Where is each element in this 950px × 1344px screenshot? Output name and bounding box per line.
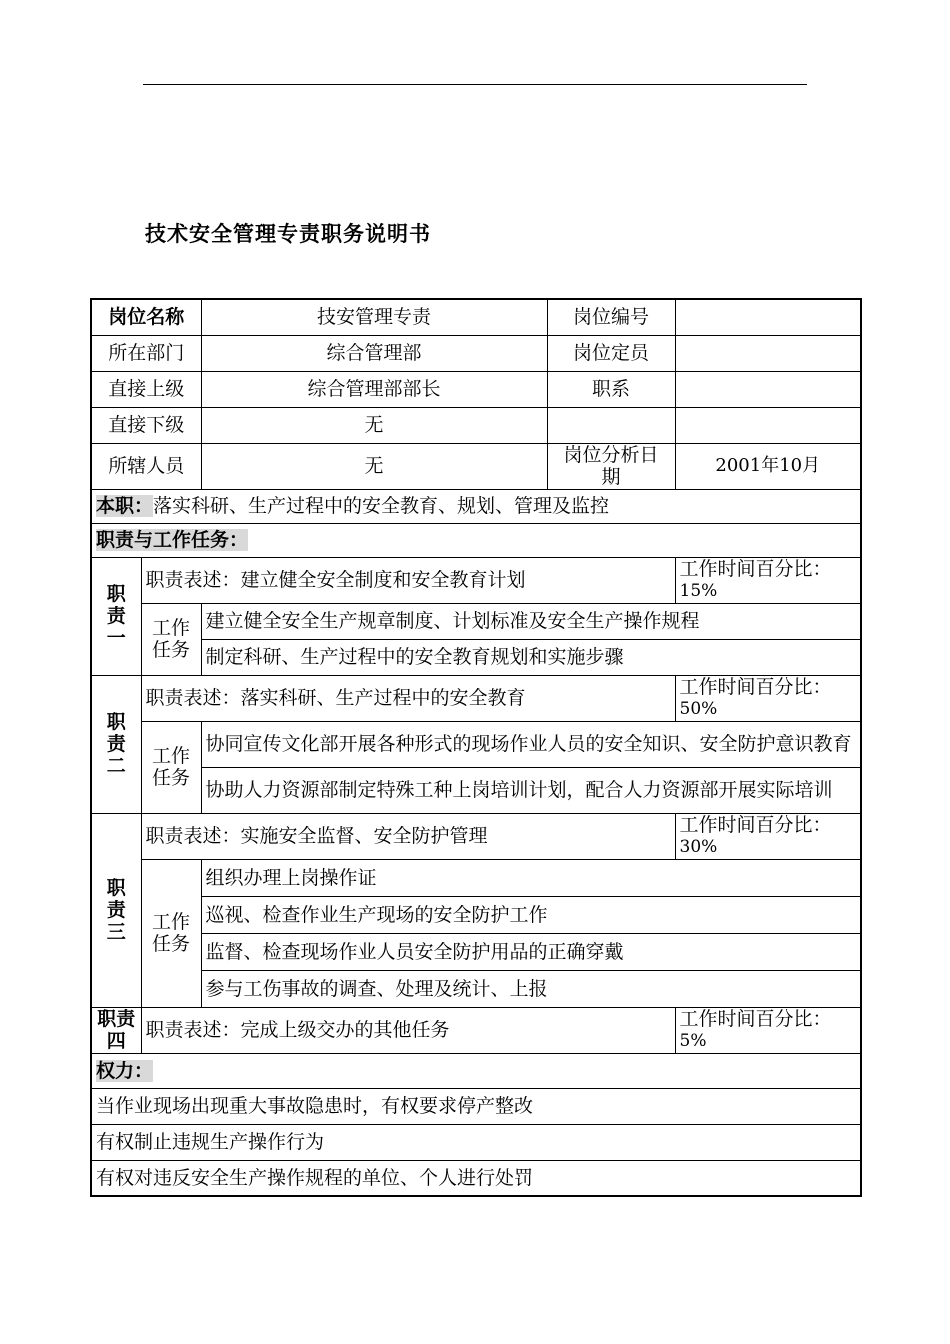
duty-3-task-row [91, 896, 861, 933]
analysis-date-value: 2001年10月 [675, 443, 861, 489]
powers-title: 权力： [96, 1059, 154, 1082]
power-row [91, 1088, 861, 1124]
subordinate-value: 无 [201, 407, 547, 443]
duty-1-task-1: 建立健全安全生产规章制度、计划标准及安全生产操作规程 [201, 603, 861, 639]
power-row [91, 1124, 861, 1160]
core-duty-text: 落实科研、生产过程中的安全教育、规划、管理及监控 [153, 495, 610, 517]
task-label-line: 任务 [152, 933, 191, 955]
task-label-line: 任务 [152, 767, 191, 789]
duty-3-name-char: 责 [106, 899, 126, 921]
duty-2-name [91, 675, 141, 813]
duty-1-pct-label: 工作时间百分比： [679, 558, 832, 580]
duty-1-statement: 职责表述：建立健全安全制度和安全教育计划 [141, 557, 675, 603]
duty-1-name-char: 职 [106, 583, 126, 605]
duty-2-pct-value: 50% [679, 699, 718, 719]
duty-1-task-row [91, 603, 861, 639]
duty-2-task-row [91, 767, 861, 813]
position-name-value: 技安管理专责 [201, 299, 547, 335]
duty-1-name [91, 557, 141, 675]
series-value [675, 371, 861, 407]
duty-2-pct-label: 工作时间百分比： [679, 676, 832, 698]
staff-value: 无 [201, 443, 547, 489]
core-duty-label: 本职： [96, 495, 154, 517]
duty-4-pct-label: 工作时间百分比： [679, 1008, 832, 1030]
duty-2-statement-row [91, 675, 861, 721]
duty-3-task-row [91, 933, 861, 970]
duty-3-name [91, 813, 141, 1007]
duty-2-task-label [141, 721, 201, 813]
superior-label: 直接上级 [91, 371, 201, 407]
powers-title-row [91, 1053, 861, 1088]
series-label: 职系 [547, 371, 675, 407]
task-label-line: 工作 [152, 745, 191, 767]
task-label-line: 工作 [152, 911, 191, 933]
document-title: 技术安全管理专责职务说明书 [145, 222, 431, 246]
task-label-line: 任务 [152, 639, 191, 661]
core-duty-row [91, 489, 861, 523]
headcount-value [675, 335, 861, 371]
power-2: 有权制止违规生产操作行为 [91, 1124, 861, 1160]
duty-1-task-2: 制定科研、生产过程中的安全教育规划和实施步骤 [201, 639, 861, 675]
duty-1-pct-value: 15% [679, 581, 718, 601]
duty-2-name-char: 二 [106, 755, 126, 777]
info-row-dept [91, 335, 861, 371]
duty-4-name-char: 职责 [97, 1008, 136, 1030]
analysis-date-label [547, 443, 675, 489]
duty-3-task-4: 参与工伤事故的调查、处理及统计、上报 [201, 970, 861, 1007]
duty-1-name-char: 一 [106, 627, 126, 649]
duty-3-statement: 职责表述：实施安全监督、安全防护管理 [141, 813, 675, 859]
duty-2-task-1: 协同宣传文化部开展各种形式的现场作业人员的安全知识、安全防护意识教育 [201, 721, 861, 767]
info-row-superior [91, 371, 861, 407]
duty-3-task-row [91, 859, 861, 896]
duties-title: 职责与工作任务： [96, 529, 249, 551]
duty-1-task-row [91, 639, 861, 675]
position-no-label: 岗位编号 [547, 299, 675, 335]
duty-3-task-row [91, 970, 861, 1007]
staff-label: 所辖人员 [91, 443, 201, 489]
headcount-label: 岗位定员 [547, 335, 675, 371]
position-name-label: 岗位名称 [91, 299, 201, 335]
duty-1-statement-row [91, 557, 861, 603]
duty-3-pct-value: 30% [679, 837, 718, 857]
duty-3-task-2: 巡视、检查作业生产现场的安全防护工作 [201, 896, 861, 933]
core-duty-cell [91, 489, 861, 523]
duty-3-pct-label: 工作时间百分比： [679, 814, 832, 836]
duty-1-percentage [675, 557, 861, 603]
duty-2-statement: 职责表述：落实科研、生产过程中的安全教育 [141, 675, 675, 721]
power-1: 当作业现场出现重大事故隐患时，有权要求停产整改 [91, 1088, 861, 1124]
subordinate-label: 直接下级 [91, 407, 201, 443]
duty-2-name-char: 责 [106, 733, 126, 755]
empty-cell [547, 407, 675, 443]
duty-1-task-label [141, 603, 201, 675]
duty-2-task-row [91, 721, 861, 767]
duty-3-statement-row [91, 813, 861, 859]
header-rule [143, 84, 807, 85]
duty-3-task-label [141, 859, 201, 1007]
duty-3-percentage [675, 813, 861, 859]
duty-2-name-char: 职 [106, 711, 126, 733]
analysis-date-label-line1: 岗位分析日 [563, 444, 659, 466]
info-row-position [91, 299, 861, 335]
duty-4-pct-value: 5% [679, 1031, 707, 1051]
duties-title-cell [91, 523, 861, 557]
duty-4-percentage [675, 1007, 861, 1053]
duty-4-name [91, 1007, 141, 1053]
duty-3-name-char: 职 [106, 877, 126, 899]
duty-4-name-char: 四 [106, 1030, 126, 1052]
power-row [91, 1160, 861, 1196]
duty-4-statement-row [91, 1007, 861, 1053]
dept-value: 综合管理部 [201, 335, 547, 371]
duty-2-task-2: 协助人力资源部制定特殊工种上岗培训计划，配合人力资源部开展实际培训 [201, 767, 861, 813]
task-label-line: 工作 [152, 617, 191, 639]
duty-2-percentage [675, 675, 861, 721]
power-3: 有权对违反安全生产操作规程的单位、个人进行处罚 [91, 1160, 861, 1196]
duty-3-task-3: 监督、检查现场作业人员安全防护用品的正确穿戴 [201, 933, 861, 970]
dept-label: 所在部门 [91, 335, 201, 371]
empty-cell [675, 407, 861, 443]
powers-title-cell [91, 1053, 861, 1088]
duty-4-statement: 职责表述：完成上级交办的其他任务 [141, 1007, 675, 1053]
duty-3-task-1: 组织办理上岗操作证 [201, 859, 861, 896]
info-row-staff [91, 443, 861, 489]
duty-3-name-char: 三 [106, 921, 126, 943]
duty-1-name-char: 责 [106, 605, 126, 627]
position-no-value [675, 299, 861, 335]
superior-value: 综合管理部部长 [201, 371, 547, 407]
info-row-subordinate [91, 407, 861, 443]
analysis-date-label-line2: 期 [601, 466, 621, 488]
duties-title-row [91, 523, 861, 557]
job-description-table [90, 298, 862, 1197]
